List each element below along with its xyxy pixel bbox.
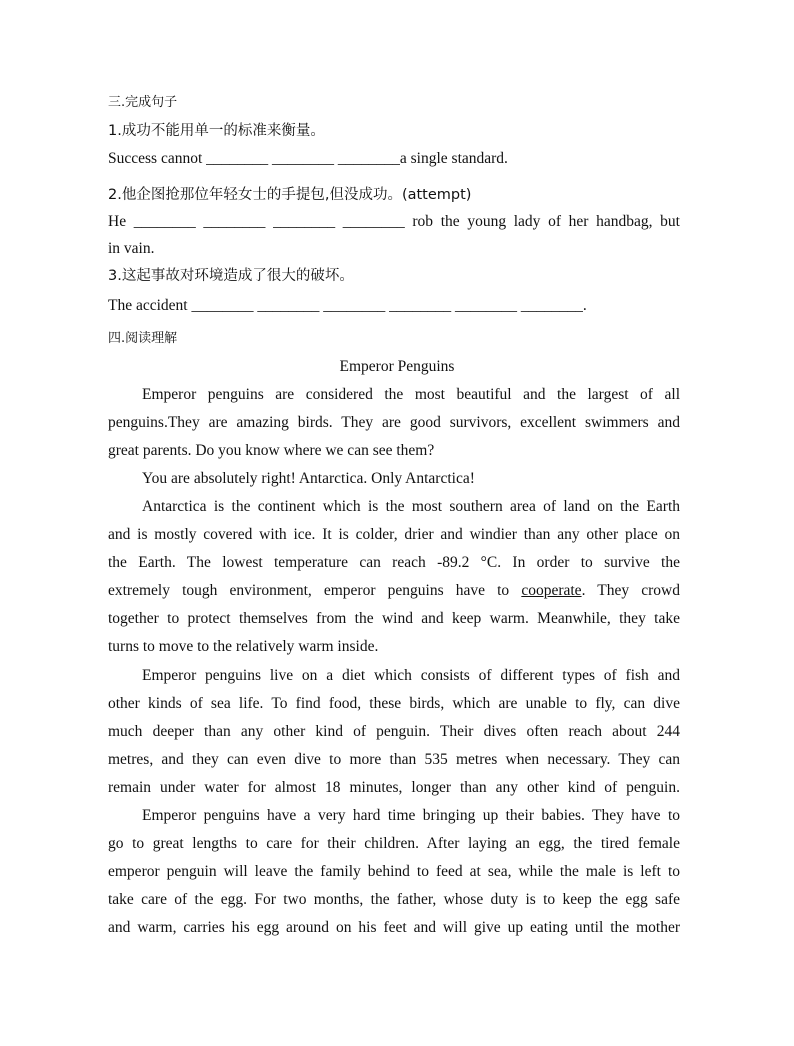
passage-line: together to protect themselves from the wind and keep warm. Meanwhile, they take [108,610,680,627]
passage-text: . They crowd [581,582,680,599]
passage-line: metres, and they can even dive to more than 535 metres when necessary. They can [108,751,680,768]
passage-line: other kinds of sea life. To find food, these birds, which are unable to fly, can dive [108,695,680,712]
section-4-title: 四.阅读理解 [108,331,178,346]
passage-line: much deeper than any other kind of penguin. Their dives often reach about 244 [108,723,680,740]
passage-title: Emperor Penguins [339,358,455,375]
passage-line: remain under water for almost 18 minutes, longer than any other kind of penguin. [108,779,680,796]
q2-chinese: 2.他企图抢那位年轻女士的手提包,但没成功。(attempt) [108,187,472,203]
passage-line: take care of the egg. For two months, the father, whose duty is to keep the egg safe [108,891,680,908]
section-3-title: 三.完成句子 [108,95,178,110]
passage-line: and warm, carries his egg around on his feet and will give up eating until the mother [108,919,680,936]
passage-line: Antarctica is the continent which is the most southern area of land on the Earth [142,498,680,515]
passage-line: Emperor penguins live on a diet which consists of different types of fish and [142,667,680,684]
q1-english: Success cannot ________ ________ ________a single standard. [108,150,508,167]
passage-line: great parents. Do you know where we can see them? [108,442,435,459]
passage-line: turns to move to the relatively warm inside. [108,638,379,655]
q2-english-line-2: in vain. [108,240,155,257]
passage-text: extremely tough environment, emperor penguins have to [108,582,522,599]
passage-line: the Earth. The lowest temperature can reach -89.2 °C. In order to survive the [108,554,680,571]
passage-line: and is mostly covered with ice. It is colder, drier and windier than any other place on [108,526,680,543]
passage-line: Emperor penguins have a very hard time bringing up their babies. They have to [142,807,680,824]
underlined-word: cooperate [521,582,582,599]
passage-line-with-underline [108,580,680,602]
q1-chinese: 1.成功不能用单一的标准来衡量。 [108,123,325,139]
passage-line: go to great lengths to care for their children. After laying an egg, the tired female [108,835,680,852]
passage-line: penguins.They are amazing birds. They are good survivors, excellent swimmers and [108,414,680,431]
passage-line: emperor penguin will leave the family behind to feed at sea, while the male is left to [108,863,680,880]
passage-line: You are absolutely right! Antarctica. Only Antarctica! [142,470,475,487]
passage-line: Emperor penguins are considered the most beautiful and the largest of all [142,386,680,403]
q3-chinese: 3.这起事故对环境造成了很大的破坏。 [108,268,354,284]
q2-english-line-1: He ________ ________ ________ ________ rob the young lady of her handbag, but [108,213,680,230]
q3-english: The accident ________ ________ ________ ________ ________ ________. [108,297,587,314]
